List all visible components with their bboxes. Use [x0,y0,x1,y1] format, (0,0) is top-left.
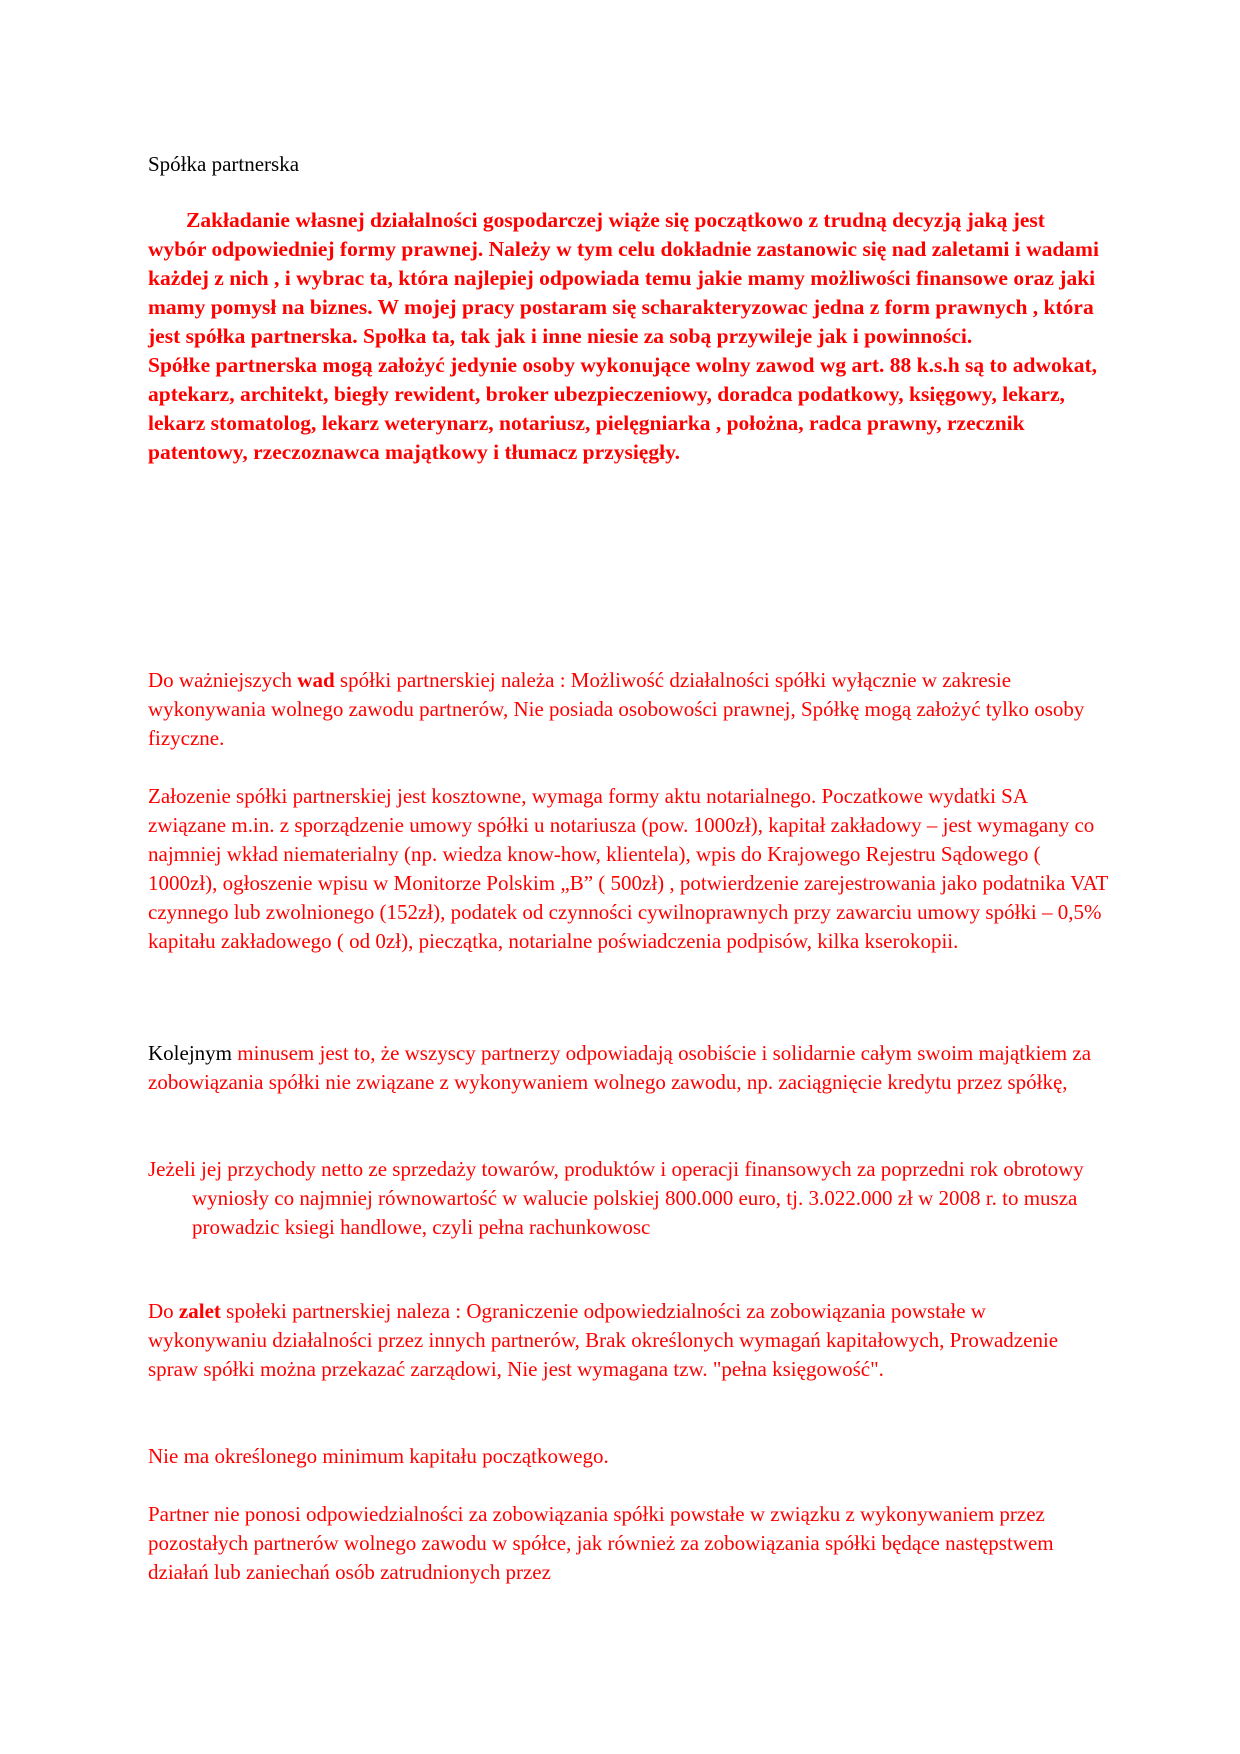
liability-text: minusem jest to, że wszyscy partnerzy odpowiadają osobiście i solidarnie całym swoim majątkiem za zobowiązania spółki nie związane z wykonywaniem wolnego zawodu, np. zaciągnięcie kredytu przez spółkę, [148,1041,1092,1094]
disadvantages-prefix: Do ważniejszych [148,668,298,692]
disadvantages-paragraph [148,666,1108,753]
advantages-paragraph [148,1297,1108,1384]
liability-lead: Kolejnym [148,1041,232,1065]
liability-paragraph [148,1039,1108,1097]
intro-paragraph: Zakładanie własnej działalności gospodarczej wiąże się początkowo z trudną decyzją jaką jest wybór odpowiedniej formy prawnej. Należy w tym celu dokładnie zastanowic się nad zaletami i wadami każdej z nich , i wybrac ta, która najlepiej odpowiada temu jakie mamy możliwości finansowe oraz jaki mamy pomysł na biznes. W mojej pracy postaram się scharakteryzowac jedna z form prawnych , która jest spółka partnerska. Społka ta, tak jak i inne niesie za sobą przywileje jak i powinności. [148,208,1099,348]
partner-paragraph: Partner nie ponosi odpowiedzialności za zobowiązania spółki powstałe w związku z wykonywaniem przez pozostałych partnerów wolnego zawodu w spółce, jak również za zobowiązania spółki będące następstwem działań lub zaniechań osób zatrudnionych przez [148,1502,1054,1584]
disadvantages-keyword: wad [297,668,335,692]
advantages-keyword: zalet [178,1299,221,1323]
advantages-text: społeki partnerskiej naleza : Ograniczenie odpowiedzialności za zobowiązania powstałe w wykonywaniu działalności przez innych partnerów, Brak określonych wymagań kapitałowych, Prowadzenie spraw spółki można przekazać zarządowi, Nie jest wymagana tzw. "pełna księgowość". [148,1299,1059,1381]
document-title: Spółka partnerska [148,152,300,176]
capital-paragraph: Nie ma określonego minimum kapitału początkowego. [148,1444,609,1468]
costs-paragraph: Załozenie spółki partnerskiej jest kosztowne, wymaga formy aktu notarialnego. Poczatkowe wydatki SA związane m.in. z sporządzenie umowy spółki u notariusza (pow. 1000zł), kapitał zakładowy – jest wymagany co najmniej wkład niematerialny (np. wiedza know-how, klientela), wpis do Krajowego Rejestru Sądowego ( 1000zł), ogłoszenie wpisu w Monitorze Polskim „B” ( 500zł) , potwierdzenie zarejestrowania jako podatnika VAT czynnego lub zwolnionego (152zł), podatek od czynności cywilnoprawnych przy zawarciu umowy spółki – 0,5% kapitału zakładowego ( od 0zł), pieczątka, notarialne poświadczenia podpisów, kilka kserokopii. [148,784,1108,953]
disadvantages-text: spółki partnerskiej należa : Możliwość działalności spółki wyłącznie w zakresie wykonywania wolnego zawodu partnerów, Nie posiada osobowości prawnej, Spółkę mogą założyć tylko osoby fizyczne. [148,668,1085,750]
advantages-prefix: Do [148,1299,179,1323]
intro-block [148,206,1108,467]
professions-paragraph: Spółke partnerska mogą założyć jedynie osoby wykonujące wolny zawod wg art. 88 k.s.h są to adwokat, aptekarz, architekt, biegły rewident, broker ubezpieczeniowy, doradca podatkowy, księgowy, lekarz, lekarz stomatolog, lekarz weterynarz, notariusz, pielęgniarka , położna, radca prawny, rzecznik patentowy, rzeczoznawca majątkowy i tłumacz przysięgły. [148,353,1098,464]
accounting-paragraph: Jeżeli jej przychody netto ze sprzedaży towarów, produktów i operacji finansowych za poprzedni rok obrotowy wyniosły co najmniej równowartość w walucie polskiej 800.000 euro, tj. 3.022.000 zł w 2008 r. to musza prowadzic ksiegi handlowe, czyli pełna rachunkowosc [148,1157,1084,1239]
